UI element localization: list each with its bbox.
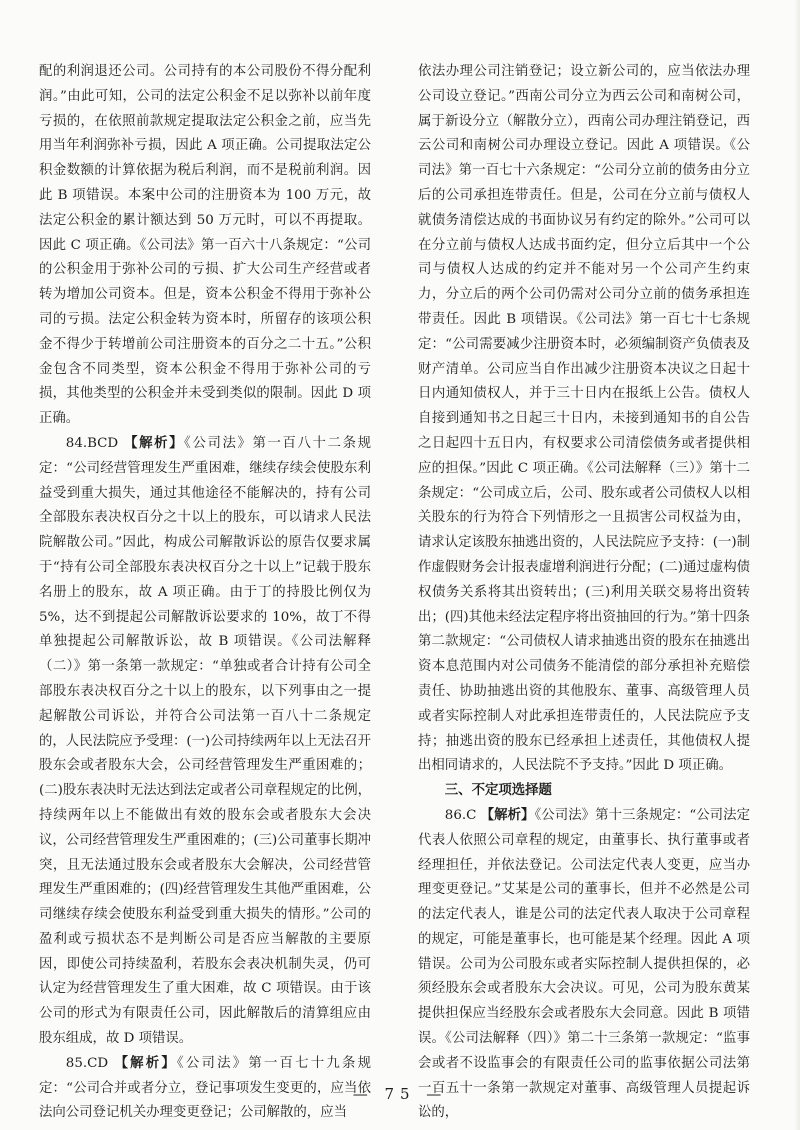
left-paragraph-continued: 配的利润退还公司。公司持有的本公司股份不得分配利润。”由此可知，公司的法定公积金不足以弥补以前年度亏损的，在依照前款规定提取法定公积金之前，应当先用当年利润弥补亏损，因此 A 项正确。公司提取法定公积金数额的计算依据为税后利润，而不是税前利润。因此 B 项错误。本案中公司的注册资本为 100 万元，故法定公积金的累计额达到 50 万元时，可以不再提取。因此 C 项正确。《公司法》第一百六十八条规定：“公司的公积金用于弥补公司的亏损、扩大公司生产经营或者转为增加公司资本。但是，资本公积金不得用于弥补公司的亏损。法定公积金转为资本时，所留存的该项公积金不得少于转增前公司注册资本的百分之二十五。”公积金包含不同类型，资本公积金不得用于弥补公司的亏损，其他类型的公积金并未受到类似的限制。因此 D 项正确。 <box>39 64 371 427</box>
analysis-tag: 【解析】 <box>114 1055 177 1071</box>
question-number: 85.CD <box>65 1055 109 1071</box>
left-column <box>39 60 371 1126</box>
section-heading: 三、不定项选择题 <box>444 783 552 799</box>
analysis-tag: 【解析】 <box>480 807 535 823</box>
question-84-paragraph <box>39 432 371 1052</box>
question-analysis-text: 《公司法》第十三条规定：“公司法定代表人依照公司章程的规定，由董事长、执行董事或者经理担任，并依法登记。公司法定代表人变更，应当办理变更登记。”艾某是公司的董事长，但并不必然是公司的法定代表人，谁是公司的法定代表人取决于公司章程的规定，可能是董事长，也可能是某个经理。因此 A 项错误。公司为公司股东或者实际控制人提供担保的，必须经股东会或者股东大会决议。可见，公司为股东黄某提供担保应当经股东会或者股东大会同意。因此 B 项错误。《公司法解释（四）》第二十三条第一款规定：“监事会或者不设监事会的有限责任公司的监事依据公司法第一百五十一条第一款规定对董事、高级管理人员提起诉讼的， <box>418 807 750 1121</box>
question-analysis-text: 《公司法》第一百八十二条规定：“公司经营管理发生严重困难，继续存续会使股东利益受到重大损失，通过其他途径不能解决的，持有公司全部股东表决权百分之十以上的股东，可以请求人民法院解散公司。”因此，构成公司解散诉讼的原告仅要求属于“持有公司全部股东表决权百分之十以上”记载于股东名册上的股东，故 A 项正确。由于丁的持股比例仅为 5%，达不到提起公司解散诉讼要求的 10%，故丁不得单独提起公司解散诉讼，故 B 项错误。《公司法解释（二）》第一条第一款规定：“单独或者合计持有公司全部股东表决权百分之十以上的股东，以下列事由之一提起解散公司诉讼，并符合公司法第一百八十二条规定的，人民法院应予受理：(一)公司持续两年以上无法召开股东会或者股东大会，公司经营管理发生严重困难的；(二)股东表决时无法达到法定或者公司章程规定的比例，持续两年以上不能做出有效的股东会或者股东大会决议，公司经营管理发生严重困难的；(三)公司董事长期冲突，且无法通过股东会或者股东大会解决，公司经营管理发生严重困难的；(四)经营管理发生其他严重困难，公司继续存续会使股东利益受到重大损失的情形。”公司的盈利或亏损状态不是判断公司是否应当解散的主要原因，即使公司持续盈利，若股东会表决机制失灵，仍可认定为经营管理发生了重大困难，故 C 项错误。由于该公司的形式为有限责任公司，因此解散后的清算组应由股东组成，故 D 项错误。 <box>39 435 371 1047</box>
question-86-paragraph <box>418 804 750 1126</box>
page-edge-shadow <box>794 0 800 1130</box>
question-analysis-text: 《公司法》第一百七十九条规定：“公司合并或者分立，登记事项发生变更的，应当依法向公司登记机关办理变更登记；公司解散的，应当 <box>39 1055 371 1121</box>
question-number: 86.C <box>444 807 477 823</box>
right-paragraph-continued: 依法办理公司注销登记；设立新公司的，应当依法办理公司设立登记。”西南公司分立为西云公司和南树公司，属于新设分立（解散分立），西南公司办理注销登记，西云公司和南树公司办理设立登记。因此 A 项错误。《公司法》第一百七十六条规定：“公司分立前的债务由分立后的公司承担连带责任。但是，公司在分立前与债权人就债务清偿达成的书面协议另有约定的除外。”公司可以在分立前与债权人达成书面约定，但分立后其中一个公司与债权人达成的约定并不能对另一个公司产生约束力，分立后的两个公司仍需对公司分立前的债务承担连带责任。因此 B 项错误。《公司法》第一百七十七条规定：“公司需要减少注册资本时，必须编制资产负债表及财产清单。公司应当自作出减少注册资本决议之日起十日内通知债权人，并于三十日内在报纸上公告。债权人自接到通知书之日起三十日内，未接到通知书的自公告之日起四十五日内，有权要求公司清偿债务或者提供相应的担保。”因此 C 项正确。《公司法解释（三）》第十二条规定：“公司成立后，公司、股东或者公司债权人以相关股东的行为符合下列情形之一且损害公司权益为由，请求认定该股东抽逃出资的，人民法院应予支持：(一)制作虚假财务会计报表虚增利润进行分配；(二)通过虚构债权债务关系将其出资转出；(三)利用关联交易将出资转出；(四)其他未经法定程序将出资抽回的行为。”第十四条第二款规定：“公司债权人请求抽逃出资的股东在抽逃出资本息范围内对公司债务不能清偿的部分承担补充赔偿责任、协助抽逃出资的其他股东、董事、高级管理人员或者实际控制人对此承担连带责任的，人民法院应予支持；抽逃出资的股东已经承担上述责任，其他债权人提出相同请求的，人民法院不予支持。”因此 D 项正确。 <box>418 64 750 774</box>
page-number: — 75 — <box>352 1085 448 1103</box>
analysis-tag: 【解析】 <box>124 435 185 451</box>
right-column <box>418 60 750 1126</box>
question-number: 84.BCD <box>65 435 119 451</box>
